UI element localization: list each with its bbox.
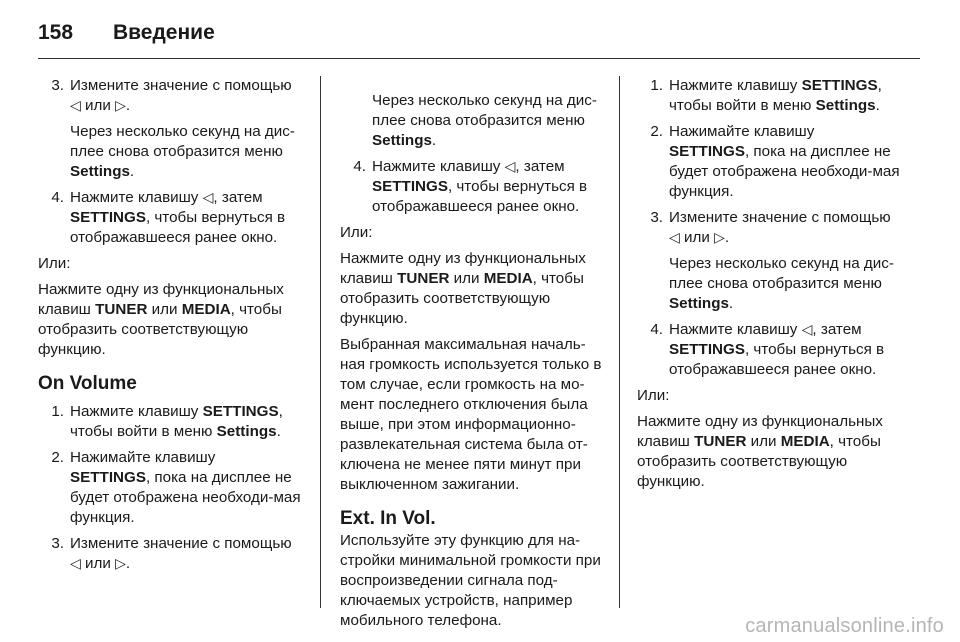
or-label: Или: (38, 255, 71, 272)
column-2 (340, 76, 606, 637)
step-number: 2. (650, 123, 663, 140)
column-divider-1 (320, 76, 321, 608)
page-header (38, 14, 215, 52)
continued-note: Через несколько секунд на дис-плее снова отобразится меню Settings. (372, 92, 597, 150)
step-number: 4. (650, 321, 663, 338)
left-arrow-icon: ◁ (669, 230, 680, 246)
step-1: 1. Нажмите клавишу SETTINGS, чтобы войти в меню Settings. (38, 402, 304, 442)
section-heading-ext-in-vol: Ext. In Vol. (340, 508, 436, 530)
step-number: 3. (650, 209, 663, 226)
watermark: carmanualsonline.info (745, 615, 944, 637)
settings-menu-name: Settings (70, 163, 130, 180)
function-keys-text: Нажмите одну из функциональных клавиш TUNER или MEDIA, чтобы отобразить соответствующую функцию. (340, 250, 586, 328)
section-heading-on-volume: On Volume (38, 373, 137, 394)
step-4: 4. Нажмите клавишу ◁, затем SETTINGS, чтобы вернуться в отображавшееся ранее окно. (38, 188, 304, 248)
step-number: 4. (51, 189, 64, 206)
ext-in-vol-text: Используйте эту функцию для на-стройки минимальной громкости при воспроизведении сигнала под-ключаемых устройств, например мобильного телефона. (340, 532, 601, 630)
step-note: Через несколько секунд на дис-плее снова отобразится меню (70, 123, 295, 160)
left-arrow-icon: ◁ (504, 159, 516, 176)
step-2: 2. Нажимайте клавишу SETTINGS, пока на дисплее не будет отображена необходи-мая функция. (38, 448, 304, 528)
step-2: 2. Нажимайте клавишу SETTINGS, пока на дисплее не будет отображена необходи-мая функция. (637, 122, 903, 202)
step-1: 1. Нажмите клавишу SETTINGS, чтобы войти в меню Settings. (637, 76, 903, 116)
tuner-key-name: TUNER (95, 301, 148, 318)
right-arrow-icon: ▷ (115, 98, 126, 114)
column-1 (38, 76, 304, 580)
step-number: 3. (51, 535, 64, 552)
page-number: 158 (38, 21, 74, 44)
left-arrow-icon: ◁ (70, 556, 81, 572)
left-arrow-icon: ◁ (801, 322, 813, 338)
step-4: 4. Нажмите клавишу ◁, затем SETTINGS, чтобы вернуться в отображавшееся ранее окно. (340, 157, 606, 217)
settings-key-name: SETTINGS (70, 209, 146, 226)
column-divider-2 (619, 76, 620, 608)
function-keys-text: Нажмите одну из функциональных клавиш TUNER или MEDIA, чтобы отобразить соответствующую функцию. (637, 413, 883, 490)
step-text: Измените значение с помощью (70, 77, 292, 94)
left-arrow-icon: ◁ (202, 190, 214, 206)
step-number: 1. (650, 77, 663, 94)
or-label: Или: (637, 387, 670, 404)
volume-explanation: Выбранная максимальная началь-ная громкость используется только в том случае, если громкость на мо-мент последнего отключения была выше, при этом информационно-развлекательная система была от-ключена не менее пяти минут при выключенном зажигании. (340, 336, 602, 494)
step-3: 3. Измените значение с помощью ◁ или ▷. Через несколько секунд на дис-плее снова отобразится меню Settings. (637, 208, 903, 314)
page-title: Введение (113, 21, 215, 44)
step-number: 3. (51, 77, 64, 94)
or-label: Или: (340, 224, 373, 242)
step-3: 3. Измените значение с помощью ◁ или ▷. Через несколько секунд на дис-плее снова отобразится меню Settings. (38, 76, 304, 182)
step-3b: 3. Измените значение с помощью ◁ или ▷. (38, 534, 304, 574)
left-arrow-icon: ◁ (70, 98, 81, 114)
media-key-name: MEDIA (181, 301, 231, 318)
function-keys-text: Нажмите одну из функциональных клавиш TUNER или MEDIA, чтобы отобразить соответствующую функцию. (38, 281, 284, 358)
header-rule (38, 58, 920, 59)
step-number: 4. (353, 158, 366, 176)
right-arrow-icon: ▷ (714, 230, 725, 246)
step-number: 2. (51, 449, 64, 466)
column-3 (637, 76, 903, 498)
step-4: 4. Нажмите клавишу ◁, затем SETTINGS, чтобы вернуться в отображавшееся ранее окно. (637, 320, 903, 380)
step-number: 1. (51, 403, 64, 420)
right-arrow-icon: ▷ (115, 556, 126, 572)
